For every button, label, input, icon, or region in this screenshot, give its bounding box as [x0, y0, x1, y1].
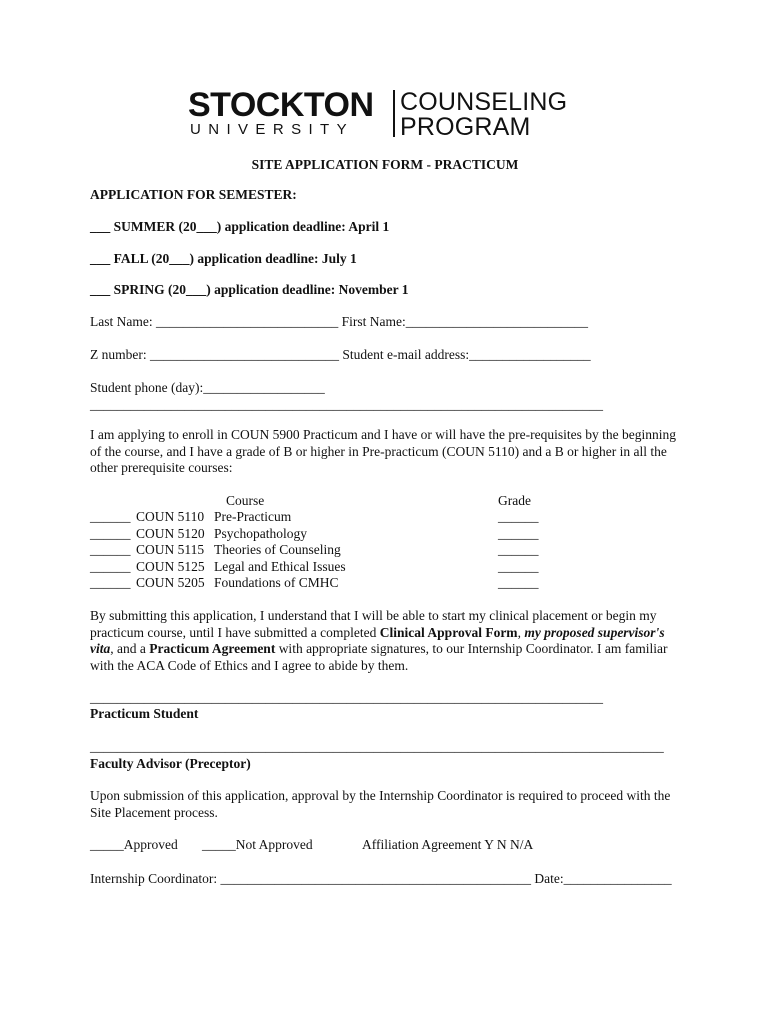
logo-divider [393, 90, 395, 137]
course-grade-blank[interactable]: ______ [498, 525, 539, 541]
course-check-blank[interactable]: ______ [90, 542, 131, 557]
form-title: SITE APPLICATION FORM - PRACTICUM [251, 157, 519, 172]
grade-column-header: Grade [498, 493, 531, 508]
course-name: Pre-Practicum [214, 509, 292, 524]
agreement-text-3: , and a [110, 641, 150, 656]
course-check-blank[interactable]: ______ [90, 575, 131, 590]
course-column-header: Course [226, 493, 265, 508]
agreement-statement [90, 608, 680, 674]
supervisor-vita-text: my proposed supervisor's vita [90, 624, 665, 656]
student-signature-line[interactable]: ____________________________________________________________________________ [90, 690, 603, 705]
course-grade-blank[interactable]: ______ [498, 575, 539, 590]
prerequisite-statement: I am applying to enroll in COUN 5900 Practicum and I have or will have the pre-requisites by the beginning of the course, and I have a grade of B or higher in Pre-practicum (COUN 5110) and a B or higher in all the other prerequisite courses: [90, 427, 676, 475]
semester-option-fall[interactable]: ___ FALL (20___) application deadline: July 1 [90, 251, 357, 266]
clinical-approval-form-text: Clinical Approval Form [379, 624, 518, 640]
logo-university-text: UNIVERSITY [190, 121, 355, 138]
logo-stockton-text: STOCKTON [188, 86, 374, 124]
course-name: Legal and Ethical Issues [214, 558, 346, 574]
course-check-blank[interactable]: ______ [90, 558, 131, 574]
separator-line: ____________________________________________________________________________ [90, 397, 603, 412]
coordinator-signature-date[interactable]: Internship Coordinator: ______________________________________________ Date:________________ [90, 871, 672, 886]
course-check-blank[interactable]: ______ [90, 525, 131, 541]
advisor-signature-line[interactable]: _____________________________________________________________________________________ [90, 739, 664, 754]
name-fields[interactable]: Last Name: ___________________________ First Name:___________________________ [90, 314, 588, 329]
semester-option-spring[interactable]: ___ SPRING (20___) application deadline: November 1 [90, 282, 409, 297]
course-grade-blank[interactable]: ______ [498, 509, 539, 524]
advisor-signature-label: Faculty Advisor (Preceptor) [90, 756, 251, 771]
znumber-email-fields[interactable]: Z number: ____________________________ Student e-mail address:__________________ [90, 347, 591, 362]
phone-field[interactable]: Student phone (day):__________________ [90, 380, 325, 395]
agreement-text-2: , [517, 624, 525, 640]
stockton-counseling-logo [188, 88, 588, 140]
course-grade-blank[interactable]: ______ [498, 558, 539, 574]
course-name: Foundations of CMHC [214, 575, 339, 590]
affiliation-agreement-option[interactable]: Affiliation Agreement Y N N/A [362, 837, 534, 852]
course-name: Psychopathology [214, 525, 307, 541]
course-code: COUN 5115 [136, 542, 205, 557]
course-code: COUN 5205 [136, 575, 205, 590]
approval-statement: Upon submission of this application, approval by the Internship Coordinator is required to proceed with the Site Placement process. [90, 788, 671, 820]
semester-heading: APPLICATION FOR SEMESTER: [90, 187, 297, 202]
logo-counseling-text: COUNSELING [400, 88, 568, 116]
agreement-text-4: with appropriate signatures, to our Internship Coordinator. I am familiar with the ACA Code of Ethics and I agree to abide by them. [90, 641, 668, 673]
approved-option[interactable]: _____Approved [90, 837, 178, 852]
practicum-agreement-text: Practicum Agreement [149, 641, 276, 656]
course-code: COUN 5110 [136, 509, 205, 524]
course-grade-blank[interactable]: ______ [498, 542, 539, 557]
not-approved-option[interactable]: _____Not Approved [202, 837, 313, 852]
course-name: Theories of Counseling [214, 542, 341, 557]
student-signature-label: Practicum Student [90, 706, 199, 721]
agreement-text-1: By submitting this application, I understand that I will be able to start my clinical placement or begin my practicum course, until I have submitted a completed [90, 608, 657, 640]
logo-program-text: PROGRAM [400, 113, 531, 141]
semester-option-summer[interactable]: ___ SUMMER (20___) application deadline: April 1 [90, 219, 390, 234]
course-code: COUN 5120 [136, 525, 205, 541]
course-code: COUN 5125 [136, 558, 205, 574]
course-check-blank[interactable]: ______ [90, 509, 131, 524]
